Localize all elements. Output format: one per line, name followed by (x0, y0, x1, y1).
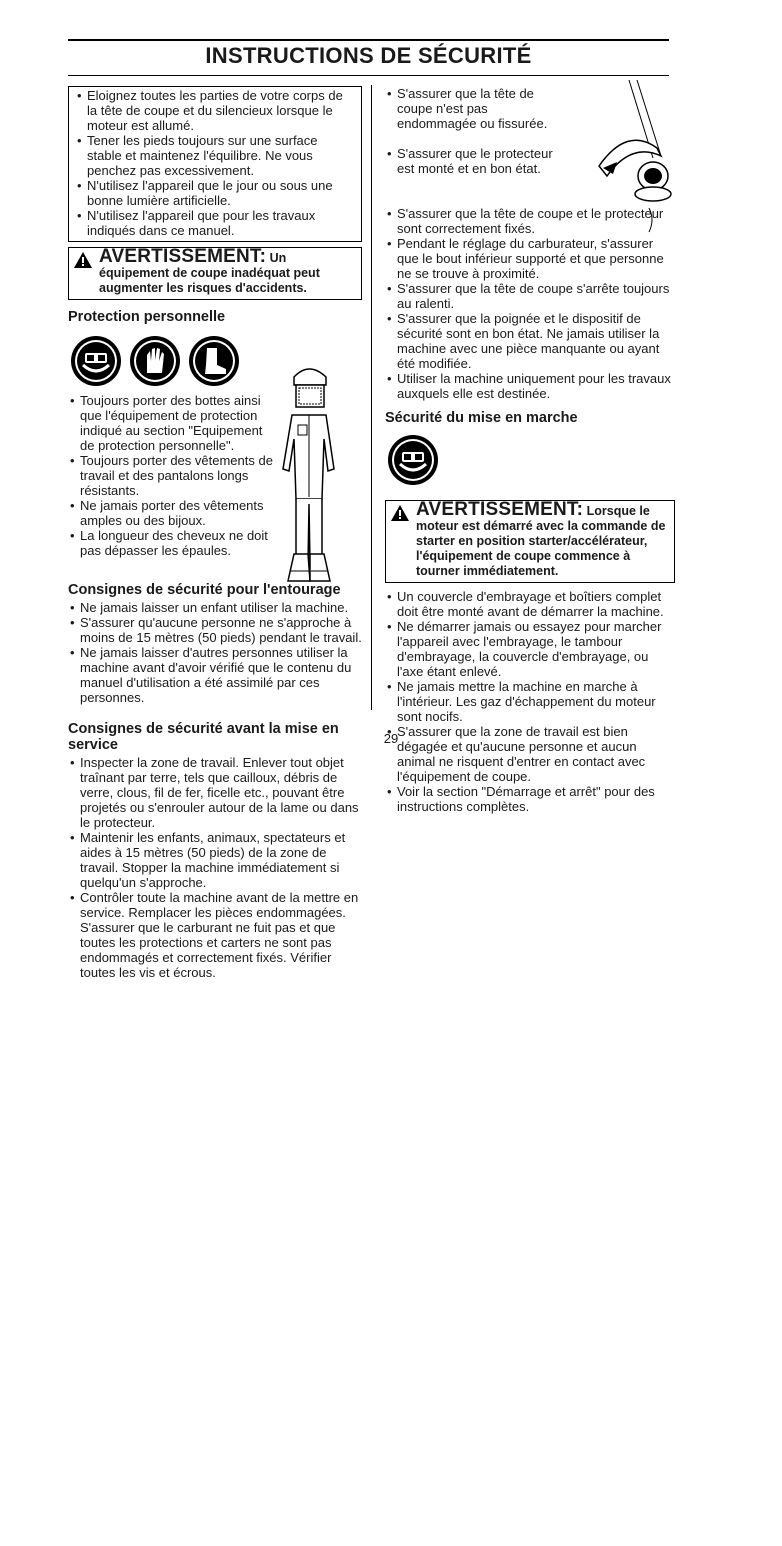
list-item: • Utiliser la machine uniquement pour les travaux auxquels elle est destinée. (385, 371, 675, 401)
warning-triangle-icon (390, 504, 410, 522)
protected-operator-illustration (274, 359, 344, 589)
list-item: • Inspecter la zone de travail. Enlever tout objet traînant par terre, tels que cailloux, débris de verre, clous, fil de fer, ficelle etc., pouvant être projetés ou s'enrouler autour de la lame ou dans le protecteur. (68, 755, 362, 830)
list-item: • S'assurer que la tête de coupe n'est pas endommagée ou fissurée. (385, 86, 570, 131)
column-divider (371, 85, 372, 710)
list-item: • Ne jamais laisser d'autres personnes utiliser la machine avant d'avoir vérifié que le contenu du manuel d'utilisation a été assimilé par ces personnes. (68, 645, 362, 705)
list-item: • Tener les pieds toujours sur une surface stable et maintenez l'équilibre. Ne vous penchez pas excessivement. (75, 133, 355, 178)
list-item: • S'assurer que le protecteur est monté et en bon état. (385, 146, 570, 176)
list-item: • Voir la section "Démarrage et arrêt" pour des instructions complètes. (385, 784, 675, 814)
list-item: • S'assurer qu'aucune personne ne s'approche à moins de 15 mètres (50 pieds) pendant le travail. (68, 615, 362, 645)
boots-icon (188, 335, 240, 387)
list-item: • S'assurer que la poignée et le dispositif de sécurité sont en bon état. Ne jamais utiliser la machine avec une pièce manquante ou ayant été modifiée. (385, 311, 675, 371)
list-item: • La longueur des cheveux ne doit pas dépasser les épaules. (68, 528, 278, 558)
list-item: • Un couvercle d'embrayage et boîtiers complet doit être monté avant de démarrer la machine. (385, 589, 675, 619)
warning-box (68, 247, 362, 300)
warning-label: AVERTISSEMENT: (416, 499, 584, 520)
avant-service-heading: Consignes de sécurité avant la mise en service (68, 721, 339, 753)
warning-text: Un équipement de coupe inadéquat peut augmenter les risques d'accidents. (99, 251, 320, 295)
list-item: • S'assurer que la tête de coupe et le protecteur sont correctement fixés. (385, 206, 675, 236)
protection-heading: Protection personnelle (68, 309, 226, 325)
page-number: 29 (383, 731, 399, 746)
demarrage-icons (387, 434, 675, 486)
list-item: • Ne jamais mettre la machine en marche à l'intérieur. Les gaz d'échappement du moteur sont nocifs. (385, 679, 675, 724)
list-item: • Pendant le réglage du carburateur, s'assurer que le bout inférieur supporté et que personne ne se trouve à proximité. (385, 236, 675, 281)
list-item: • N'utilisez l'appareil que pour les travaux indiqués dans ce manuel. (75, 208, 355, 238)
warning-text: Lorsque le moteur est démarré avec la commande de starter en position starter/accélérateur, l'équipement de coupe commence à tourner immédiatement. (416, 504, 666, 578)
list-item: • Ne jamais laisser un enfant utiliser la machine. (68, 600, 362, 615)
list-item: • N'utilisez l'appareil que le jour ou sous une bonne lumière artificielle. (75, 178, 355, 208)
list-item: • Ne démarrer jamais ou essayez pour marcher l'appareil avec l'embrayage, le tambour d'embrayage, la couvercle d'embrayage, ou l'axe étant enlevé. (385, 619, 675, 679)
warning-label: AVERTISSEMENT: (99, 246, 267, 267)
demarrage-heading: Sécurité du mise en marche (385, 410, 578, 426)
list-item: • Toujours porter des vêtements de travail et des pantalons longs résistants. (68, 453, 278, 498)
right-column (385, 86, 675, 814)
gloves-icon (129, 335, 181, 387)
title-rule (68, 75, 669, 76)
list-item: • Eloignez toutes les parties de votre corps de la tête de coupe et du silencieux lorsque le moteur est allumé. (75, 88, 355, 133)
list-item: • Contrôler toute la machine avant de la mettre en service. Remplacer les pièces endommagées. S'assurer que le carburant ne fuit pas et que toutes les protections et carters ne sont pas endommagés et correctement fixés. Vérifier toutes les vis et écrous. (68, 890, 362, 980)
list-item: • Ne jamais porter des vêtements amples ou des bijoux. (68, 498, 278, 528)
left-column (68, 86, 362, 980)
top-rule (68, 39, 669, 41)
page-title: INSTRUCTIONS DE SÉCURITÉ (205, 43, 532, 68)
list-item: • S'assurer que la zone de travail est bien dégagée et qu'aucune personne et aucun animal ne risquent d'entrer en contact avec l'équipement de coupe. (385, 724, 675, 784)
list-item: • Maintenir les enfants, animaux, spectateurs et aides à 15 mètres (50 pieds) de la zone de travail. Stopper la machine immédiatement si quelqu'un s'approche. (68, 830, 362, 890)
list-item: • Toujours porter des bottes ainsi que l'équipement de protection indiqué au section "Equipement de protection personnelle". (68, 393, 278, 453)
warning-triangle-icon (73, 251, 93, 269)
starter-warning-box (385, 500, 675, 583)
entourage-heading: Consignes de sécurité pour l'entourage (68, 582, 341, 598)
face-shield-icon (387, 434, 439, 486)
face-shield-icon (70, 335, 122, 387)
general-safety-box (68, 86, 362, 242)
list-item: • S'assurer que la tête de coupe s'arrête toujours au ralenti. (385, 281, 675, 311)
